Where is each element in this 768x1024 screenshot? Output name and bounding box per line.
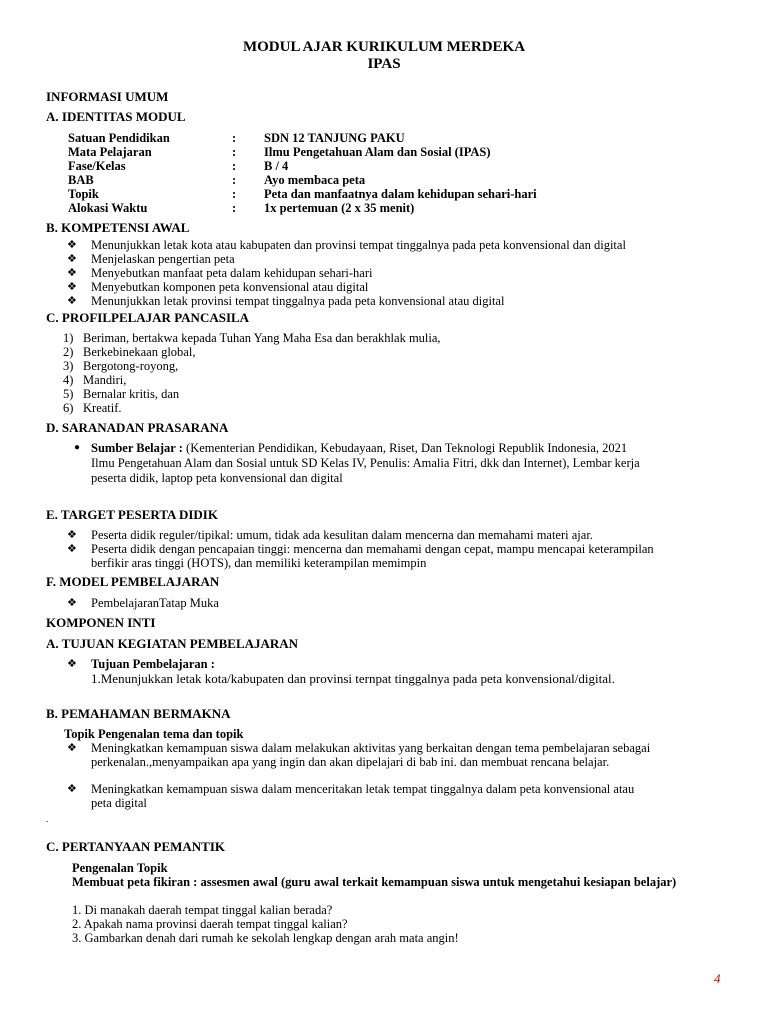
- sumber-belajar-line: peserta didik, laptop peta konvensional dan digital: [91, 471, 343, 485]
- diamond-bullet-icon: ❖: [67, 528, 77, 541]
- heading-pertanyaan-pemantik: C. PERTANYAAN PEMANTIK: [46, 839, 226, 854]
- diamond-bullet-icon: ❖: [67, 294, 77, 307]
- subheading-peta-fikiran: Membuat peta fikiran : assesmen awal (guru awal terkait kemampuan siswa untuk mengetahui kesiapan belajar): [72, 875, 677, 889]
- heading-identitas-modul: A. IDENTITAS MODUL: [46, 109, 186, 124]
- diamond-bullet-icon: ❖: [67, 657, 77, 670]
- subheading-pengenalan-topik: Pengenalan Topik: [72, 861, 168, 875]
- sumber-belajar-line: Sumber Belajar : (Kementerian Pendidikan, Kebudayaan, Riset, Dan Teknologi Republik Indonesia, 2021: [91, 441, 628, 455]
- heading-kompetensi-awal: B. KOMPETENSI AWAL: [46, 220, 190, 235]
- heading-pemahaman-bermakna: B. PEMAHAMAN BERMAKNA: [46, 706, 231, 721]
- heading-model-pembelajaran: F. MODEL PEMBELAJARAN: [46, 574, 220, 589]
- document-page: MODUL AJAR KURIKULUM MERDEKA IPAS INFORMASI UMUM A. IDENTITAS MODUL Satuan Pendidikan : SDN 12 TANJUNG PAKU Mata Pelajaran : Ilmu Pengetahuan Alam dan Sosial (IPAS) Fase/Kelas : B / 4 BAB : Ayo membaca peta Topik : Peta dan manfaatnya dalam kehidupan sehari-hari Alokasi Waktu : 1x pertemuan (2 x 35 menit) B. KOMPETENSI AWAL ❖ Menunjukkan letak kota atau kabupaten dan provinsi tempat tinggalnya pada peta konvensional dan digital ❖ Menjelaskan pengertian peta ❖ Menyebutkan manfaat peta dalam kehidupan sehari-hari ❖ Menyebutkan komponen peta konvensional atau digital ❖ Menunjukkan letak provinsi tempat tinggalnya pada peta konvensional atau digital C. PROFILPELAJAR PANCASILA 1) Beriman, bertakwa kepada Tuhan Yang Maha Esa dan berakhlak mulia, 2) Berkebinekaan global, 3) Bergotong-royong, 4) Mandiri, 5) Bernalar kritis, dan 6) Kreatif. D. SARANADAN PRASARANA ● Sumber Belajar : (Kementerian Pendidikan, Kebudayaan, Riset, Dan Teknologi Republik Indonesia, 2021 Ilmu Pengetahuan Alam dan Sosial untuk SD Kelas IV, Penulis: Amalia Fitri, dkk dan Internet), Lembar kerja peserta didik, laptop peta konvensional dan digital E. TARGET PESERTA DIDIK ❖ Peserta didik reguler/tipikal: umum, tidak ada kesulitan dalam mencerna dan memahami materi ajar. ❖ Peserta didik dengan pencapaian tinggi: mencerna dan memahami dengan cepat, mampu mencapai keterampilan berfikir aras tinggi (HOTS), dan memiliki keterampilan memimpin F. MODEL PEMBELAJARAN ❖ PembelajaranTatap Muka KOMPONEN INTI A. TUJUAN KEGIATAN PEMBELAJARAN ❖ Tujuan Pembelajaran : 1.Menunjukkan letak kota/kabupaten dan provinsi ternpat tinggalnya pada peta konvensional/digital. B. PEMAHAMAN BERMAKNA Topik Pengenalan tema dan topik ❖ Meningkatkan kemampuan siswa dalam melakukan aktivitas yang berkaitan dengan tema pembelajaran sebagai perkenalan.,menyampaikan apa yang ingin dan akan dipelajari di bab ini. dan membuat rencana belajar. ❖ Meningkatkan kemampuan siswa dalam menceritakan letak tempat tinggalnya dalam peta konvensional atau peta digital . C. PERTANYAAN PEMANTIK Pengenalan Topik Membuat peta fikiran : assesmen awal (guru awal terkait kemampuan siswa untuk mengetahui kesiapan belajar) 1. Di manakah daerah tempat tinggal kalian berada? 2. Apakah nama provinsi daerah tempat tinggal kalian? 3. Gambarkan denah dari rumah ke sekolah lengkap dengan arah mata angin! 4: [0, 0, 768, 1024]
- list-item-continuation: perkenalan.,menyampaikan apa yang ingin dan akan dipelajari di bab ini. dan membuat rencana belajar.: [91, 755, 610, 769]
- sumber-belajar-line: Ilmu Pengetahuan Alam dan Sosial untuk SD Kelas IV, Penulis: Amalia Fitri, dkk dan Internet), Lembar kerja: [91, 456, 640, 470]
- diamond-bullet-icon: ❖: [67, 596, 77, 609]
- list-item-continuation: berfikir aras tinggi (HOTS), dan memiliki keterampilan memimpin: [91, 556, 427, 570]
- doc-subtitle: IPAS: [367, 56, 401, 72]
- diamond-bullet-icon: ❖: [67, 782, 77, 795]
- question-item: 2. Apakah nama provinsi daerah tempat tinggal kalian?: [72, 917, 348, 931]
- tujuan-text: 1.Menunjukkan letak kota/kabupaten dan provinsi ternpat tinggalnya pada peta konvensional/digital.: [91, 671, 615, 686]
- diamond-bullet-icon: ❖: [67, 280, 77, 293]
- stray-dot: .: [46, 814, 49, 824]
- round-bullet-icon: ●: [74, 442, 81, 453]
- doc-title: MODUL AJAR KURIKULUM MERDEKA: [242, 39, 526, 55]
- subheading-topik: Topik Pengenalan tema dan topik: [64, 727, 244, 741]
- list-item-continuation: peta digital: [91, 796, 147, 810]
- section-komponen-inti: KOMPONEN INTI: [46, 615, 156, 630]
- question-item: 3. Gambarkan denah dari rumah ke sekolah lengkap dengan arah mata angin!: [72, 931, 459, 945]
- heading-sarana-prasarana: D. SARANADAN PRASARANA: [46, 420, 229, 435]
- diamond-bullet-icon: ❖: [67, 238, 77, 251]
- diamond-bullet-icon: ❖: [67, 542, 77, 555]
- section-informasi-umum: INFORMASI UMUM: [46, 89, 169, 104]
- question-item: 1. Di manakah daerah tempat tinggal kalian berada?: [72, 903, 333, 917]
- diamond-bullet-icon: ❖: [67, 266, 77, 279]
- heading-tujuan-kegiatan: A. TUJUAN KEGIATAN PEMBELAJARAN: [46, 636, 299, 651]
- heading-target-peserta: E. TARGET PESERTA DIDIK: [46, 507, 218, 522]
- diamond-bullet-icon: ❖: [67, 741, 77, 754]
- diamond-bullet-icon: ❖: [67, 252, 77, 265]
- heading-profil-pelajar: C. PROFILPELAJAR PANCASILA: [46, 310, 250, 325]
- page-number: 4: [714, 971, 721, 986]
